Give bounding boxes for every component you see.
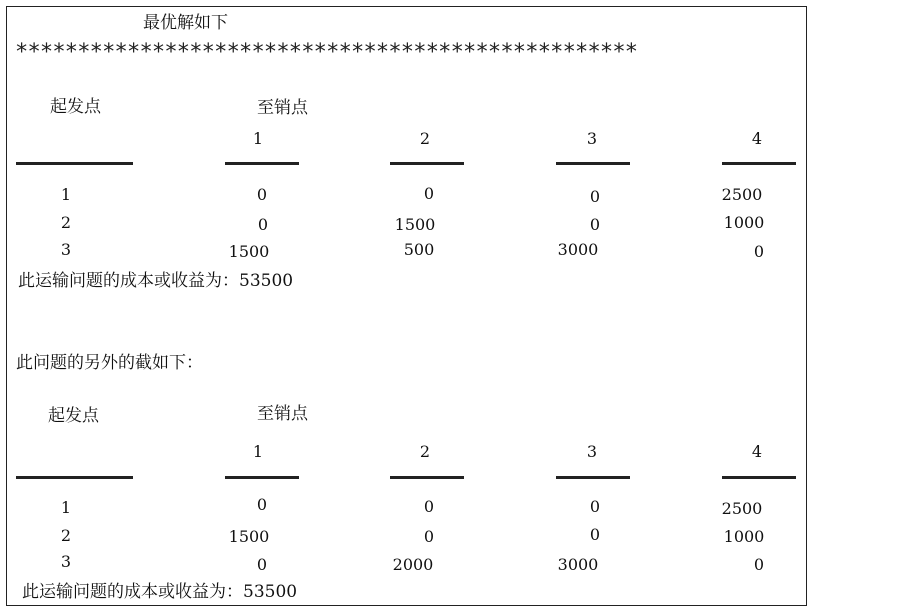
- table-cell: 1500: [228, 242, 270, 261]
- row-label: 1: [60, 185, 72, 204]
- dashed-rule: [225, 476, 299, 479]
- table-cell: 1000: [723, 527, 765, 546]
- cost-summary: 此运输问题的成本或收益为：53500: [18, 271, 294, 291]
- dashed-rule: [16, 476, 133, 479]
- column-header-3: 3: [586, 129, 598, 148]
- table-cell: 500: [403, 240, 435, 259]
- dashed-rule: [390, 476, 464, 479]
- table-cell: 0: [423, 497, 435, 516]
- origin-header: 起发点: [50, 97, 101, 117]
- table-cell: 3000: [557, 240, 599, 259]
- row-label: 2: [60, 213, 72, 232]
- dashed-rule: [722, 162, 796, 165]
- table-cell: 0: [589, 215, 601, 234]
- dashed-rule: [556, 162, 630, 165]
- cost-summary: 此运输问题的成本或收益为：53500: [22, 582, 298, 602]
- destination-header: 至销点: [257, 98, 308, 118]
- alternate-solution-heading: 此问题的另外的截如下：: [16, 353, 203, 373]
- dashed-rule: [556, 476, 630, 479]
- table-cell: 1500: [394, 215, 436, 234]
- column-header-3: 3: [586, 442, 598, 461]
- solution-heading: 最优解如下: [143, 13, 228, 33]
- table-cell: 0: [257, 215, 269, 234]
- row-label: 1: [60, 498, 72, 517]
- table-cell: 2500: [721, 499, 763, 518]
- column-header-4: 4: [751, 129, 763, 148]
- row-label: 3: [60, 240, 72, 259]
- dashed-rule: [16, 162, 133, 165]
- column-header-1: 1: [252, 129, 264, 148]
- row-label: 3: [60, 552, 72, 571]
- star-separator: **************************************************: [15, 40, 638, 65]
- column-header-2: 2: [419, 129, 431, 148]
- table-cell: 1000: [723, 213, 765, 232]
- table-cell: 0: [589, 497, 601, 516]
- column-header-4: 4: [751, 442, 763, 461]
- table-cell: 0: [423, 184, 435, 203]
- dashed-rule: [722, 476, 796, 479]
- table-cell: 0: [589, 187, 601, 206]
- table-cell: 2000: [392, 555, 434, 574]
- origin-header: 起发点: [48, 406, 99, 426]
- dashed-rule: [390, 162, 464, 165]
- table-cell: 1500: [228, 527, 270, 546]
- column-header-2: 2: [419, 442, 431, 461]
- dashed-rule: [225, 162, 299, 165]
- row-label: 2: [60, 526, 72, 545]
- table-cell: 0: [256, 495, 268, 514]
- table-cell: 0: [256, 555, 268, 574]
- table-cell: 0: [256, 185, 268, 204]
- table-cell: 3000: [557, 555, 599, 574]
- table-cell: 0: [423, 527, 435, 546]
- table-cell: 2500: [721, 185, 763, 204]
- destination-header: 至销点: [257, 404, 308, 424]
- column-header-1: 1: [252, 442, 264, 461]
- table-cell: 0: [589, 525, 601, 544]
- table-cell: 0: [753, 555, 765, 574]
- table-cell: 0: [753, 242, 765, 261]
- document-frame: [6, 6, 807, 606]
